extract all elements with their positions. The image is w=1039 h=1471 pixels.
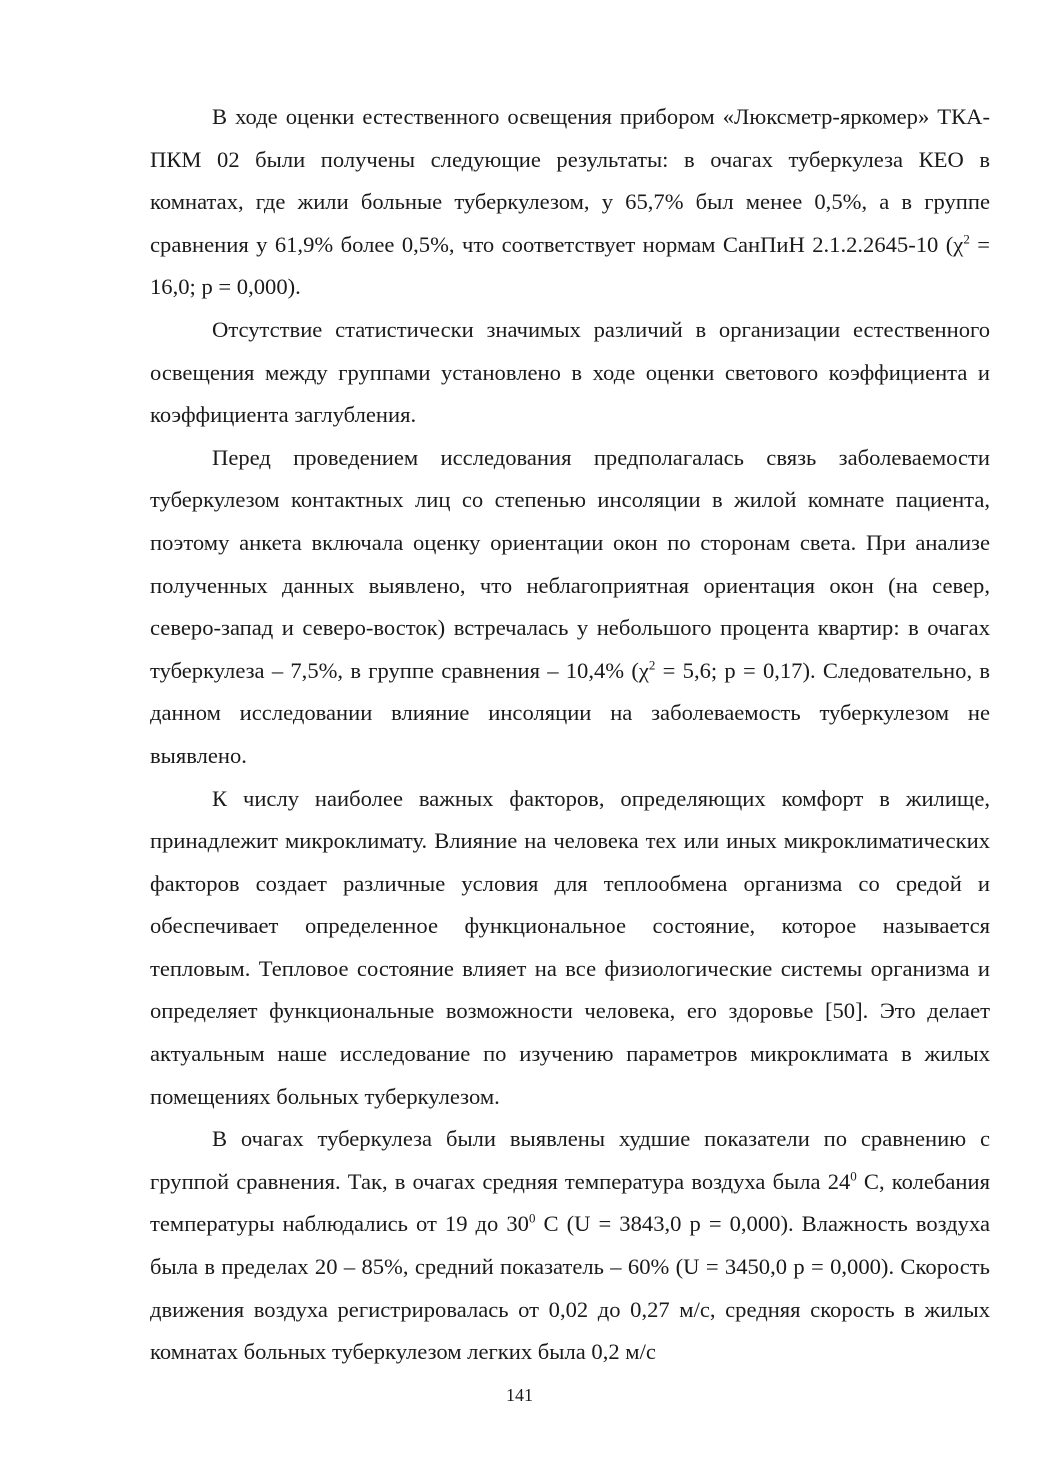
superscript: 0	[528, 1210, 536, 1226]
superscript: 2	[963, 231, 970, 247]
paragraph-microclimate	[150, 778, 990, 1119]
paragraph-natural-lighting	[150, 96, 990, 309]
document-body	[150, 96, 990, 1374]
paragraph-text: К числу наиболее важных факторов, определяющих комфорт в жилище, принадлежит микроклимату. Влияние на человека тех или иных микроклиматических факторов создает различные условия для теплообмена организма со средой и обеспечивает определенное функциональное состояние, которое называется тепловым. Тепловое состояние влияет на все физиологические системы организма и определяет функциональные возможности человека, его здоровье [50]. Это делает актуальным наше исследование по изучению параметров микроклимата в жилых помещениях больных туберкулезом.	[150, 785, 990, 1109]
paragraph-text: С, колебания температуры наблюдались от 19 до 30	[150, 1168, 990, 1237]
paragraph-text: Отсутствие статистически значимых различий в организации естественного освещения между группами установлено в ходе оценки светового коэффициента и коэффициента заглубления.	[150, 316, 990, 428]
superscript: 2	[648, 657, 656, 673]
paragraph-text: = 5,6; р = 0,17). Следовательно, в данном исследовании влияние инсоляции на заболеваемость туберкулезом не выявлено.	[150, 657, 991, 768]
paragraph-text: В очагах туберкулеза были выявлены худшие показатели по сравнению с группой сравнения. Так, в очагах средняя температура воздуха была 24	[150, 1126, 990, 1194]
paragraph-text: Перед проведением исследования предполагалась связь заболеваемости туберкулезом контактных лиц со степенью инсоляции в жилой комнате пациента, поэтому анкета включала оценку ориентации окон по сторонам света. При анализе полученных данных выявлено, что неблагоприятная ориентация окон (на север, северо-запад и северо-восток) встречалась у небольшого процента квартир: в очагах туберкулеза – 7,5%, в группе сравнения – 10,4% (χ	[150, 444, 990, 683]
paragraph-text: С (U = 3843,0 р = 0,000). Влажность воздуха была в пределах 20 – 85%, средний показатель – 60% (U = 3450,0 р = 0,000). Скорость движения воздуха регистрировалась от 0,02 до 0,27 м/с, средняя скорость в жилых комнатах больных туберкулезом легких была 0,2 м/с	[150, 1211, 990, 1365]
page-number: 141	[506, 1385, 533, 1405]
paragraph-no-differences	[150, 309, 990, 437]
paragraph-text: В ходе оценки естественного освещения прибором «Люксметр-яркомер» ТКА-ПКМ 02 были получены следующие результаты: в очагах туберкулеза КЕО в комнатах, где жили больные туберкулезом, у 65,7% был менее 0,5%, а в группе сравнения у 61,9% более 0,5%, что соответствует нормам СанПиН 2.1.2.2645-10 (χ	[150, 104, 990, 257]
superscript: 0	[850, 1168, 857, 1184]
paragraph-indicators	[150, 1118, 990, 1374]
paragraph-insolation	[150, 437, 990, 778]
paragraph-text: = 16,0; р = 0,000).	[150, 231, 990, 300]
